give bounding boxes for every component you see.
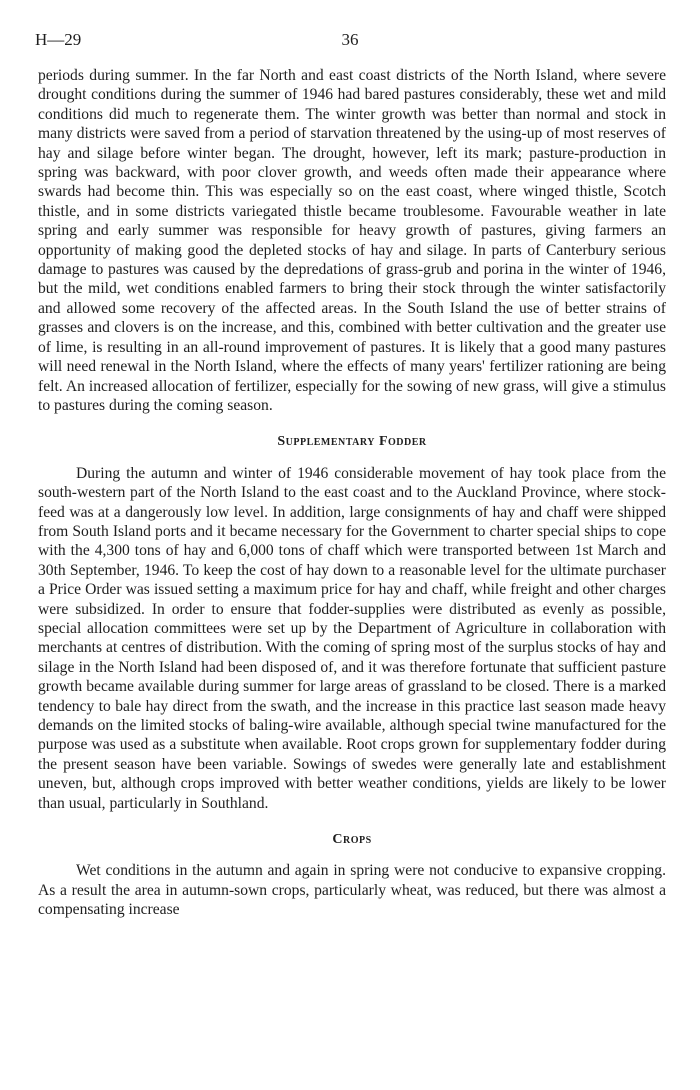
paragraph-supplementary-fodder: During the autumn and winter of 1946 considerable movement of hay took place from the south-western part of the North Island to the east coast and to the Auckland Province, where stock-feed was at a dangerously low level. In addition, large consignments of hay and chaff were shipped from South Island ports and it became necessary for the Government to charter special ships to cope with the 4,300 tons of hay and 6,000 tons of chaff which were transported between 1st March and 30th September, 1946. To keep the cost of hay down to a reasonable level for the ultimate purchaser a Price Order was issued setting a maximum price for hay and chaff, while freight and other charges were subsidized. In order to ensure that fodder-supplies were distributed as evenly as possible, special allocation committees were set up by the Department of Agriculture in collaboration with merchants at centres of distribution. With the coming of spring most of the surplus stocks of hay and silage in the North Island had been disposed of, and it was therefore fortunate that sufficient pasture growth became available during summer for large areas of grassland to be closed. There is a marked tendency to bale hay direct from the swath, and the increase in this practice last season made heavy demands on the limited stocks of baling-wire available, although special twine manufactured for the purpose was used as a substitute when available. Root crops grown for supplementary fodder during the present season have been variable. Sowings of swedes were generally late and establishment uneven, but, although crops improved with better weather conditions, yields are likely to be lower than usual, particularly in Southland. bbox=[38, 464, 666, 812]
report-reference: H—29 bbox=[35, 30, 82, 49]
heading-crops: Crops bbox=[332, 832, 372, 848]
paragraph-crops: Wet conditions in the autumn and again in spring were not conducive to expansive cropping. As a result the area in autumn-sown crops, particularly wheat, was reduced, but there was almost a compensating increase bbox=[38, 862, 666, 919]
body-text bbox=[38, 66, 666, 920]
paragraph-pastures-continued: periods during summer. In the far North and east coast districts of the North Island, where severe drought conditions during the summer of 1946 had bared pastures considerably, these wet and mild conditions did much to regenerate them. The winter growth was better than normal and stock in many districts were saved from a period of starvation threatened by the using-up of most reserves of hay and silage before winter began. The drought, however, left its mark; pasture-production in spring was backward, with poor clover growth, and weeds often made their appearance where swards had become thin. This was especially so on the east coast, where winged thistle, Scotch thistle, and in some districts variegated thistle became troublesome. Favourable weather in late spring and early summer was responsible for heavy growth of pastures, giving farmers an opportunity of making good the depleted stocks of hay and silage. In parts of Canterbury serious damage to pastures was caused by the depredations of grass-grub and porina in the winter of 1946, but the mild, wet conditions enabled farmers to bring their stock through the winter satisfactorily and allowed some recovery of the affected areas. In the South Island the use of better strains of grasses and clovers is on the increase, and this, combined with better cultivation and the greater use of lime, is resulting in an all-round improvement of pastures. It is likely that a good many pastures will need renewal in the North Island, where the effects of many years' fertilizer rationing are being felt. An increased allocation of fertilizer, especially for the sowing of new grass, will give a stimulus to pastures during the coming season. bbox=[38, 67, 666, 414]
page-header bbox=[35, 30, 665, 52]
heading-supplementary-fodder: Supplementary Fodder bbox=[277, 434, 427, 450]
page-number: 36 bbox=[341, 30, 359, 49]
